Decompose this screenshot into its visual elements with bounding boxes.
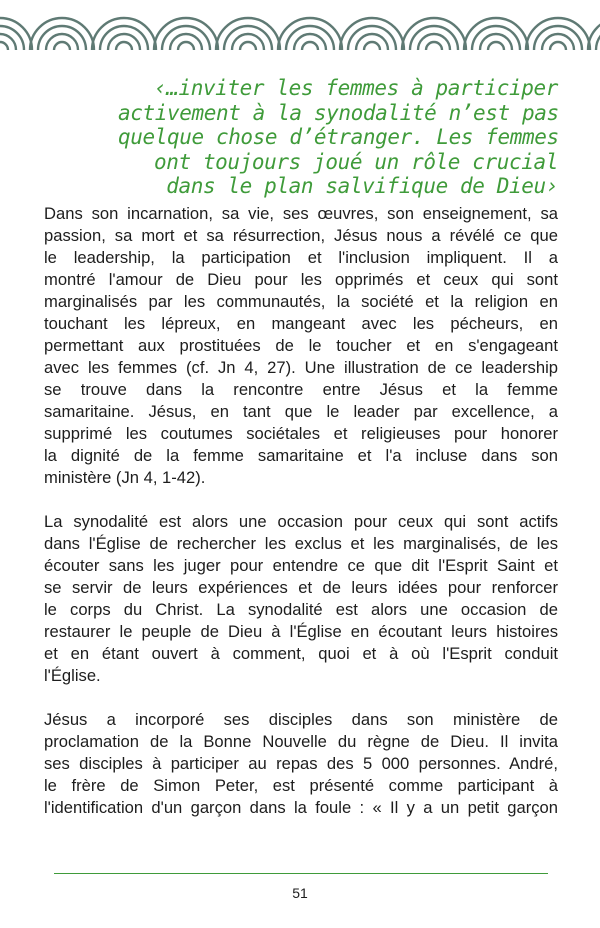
- ornament-arc: [550, 42, 566, 50]
- text-line: restaurer le peuple de Dieu à l'Église en écoutant leurs histoires: [44, 622, 558, 641]
- paragraph-disciples: [44, 709, 558, 819]
- header-wave-ornament: [0, 0, 600, 52]
- quote-line: ont toujours joué un rôle crucial: [153, 149, 558, 174]
- text-line: Dans son incarnation, sa vie, ses œuvres, son enseignement, sa: [44, 204, 558, 223]
- text-line: le corps du Christ. La synodalité est alors une occasion de: [44, 600, 558, 619]
- text-line: samaritaine. Jésus, en tant que le leader par excellence, a: [44, 402, 558, 421]
- ornament-arc: [488, 42, 504, 50]
- ornament-arc: [302, 42, 318, 50]
- ornament-arc: [178, 42, 194, 50]
- text-line: l'identification d'un garçon dans la foule : « Il y a un petit garçon: [44, 798, 558, 817]
- footer-divider: [54, 873, 548, 874]
- paragraph-incarnation: [44, 203, 558, 489]
- text-line: marginalisés par les communautés, la société et la religion en: [44, 292, 558, 311]
- text-line: l'Église.: [44, 666, 101, 685]
- text-line: passion, sa mort et sa résurrection, Jésus nous a révélé ce que: [44, 226, 558, 245]
- ornament-arc: [426, 42, 442, 50]
- ornament-arc: [0, 42, 8, 50]
- text-line: la dignité de la femme samaritaine et l'a incluse dans son: [44, 446, 558, 465]
- body-text: [44, 203, 558, 841]
- ornament-arc: [240, 42, 256, 50]
- text-line: se trouve dans la rencontre entre Jésus et la femme: [44, 380, 558, 399]
- quote-line: ‹…inviter les femmes à participer: [153, 76, 558, 100]
- ornament-arc: [54, 42, 70, 50]
- quote-line: dans le plan salvifique de Dieu›: [166, 174, 558, 198]
- text-line: La synodalité est alors une occasion pour ceux qui sont actifs: [44, 512, 558, 531]
- text-line: touchant les lépreux, en mangeant avec les pécheurs, en: [44, 314, 558, 333]
- text-line: écouter sans les juger pour entendre ce que dit l'Esprit Saint et: [44, 556, 558, 575]
- quote-line: quelque chose d’étranger. Les femmes: [118, 125, 559, 149]
- text-line: ses disciples à participer au repas des 5 000 personnes. André,: [44, 754, 558, 773]
- text-line: le frère de Simon Peter, est présenté comme participant à: [44, 776, 558, 795]
- paragraph-synodalite: [44, 511, 558, 687]
- ornament-arc: [116, 42, 132, 50]
- text-line: supprimé les coutumes sociétales et religieuses pour honorer: [44, 424, 558, 443]
- text-line: ministère (Jn 4, 1-42).: [44, 468, 206, 487]
- text-line: se servir de leurs expériences et de leurs idées pour renforcer: [44, 578, 558, 597]
- text-line: le leadership, la participation et l'inclusion impliquent. Il a: [44, 248, 558, 267]
- text-line: Jésus a incorporé ses disciples dans son ministère de: [44, 710, 558, 729]
- text-line: permettant aux prostituées de le toucher et en s'engageant: [44, 336, 558, 355]
- text-line: proclamation de la Bonne Nouvelle du règne de Dieu. Il invita: [44, 732, 558, 751]
- text-line: dans l'Église de rechercher les exclus et les marginalisés, de les: [44, 534, 558, 553]
- page-number: 51: [292, 885, 308, 901]
- text-line: avec les femmes (cf. Jn 4, 27). Une illustration de ce leadership: [44, 358, 558, 377]
- text-line: montré l'amour de Dieu pour les opprimés et ceux qui sont: [44, 270, 558, 289]
- pull-quote: [118, 76, 558, 199]
- ornament-arc: [364, 42, 380, 50]
- quote-line: activement à la synodalité n’est pas: [118, 100, 559, 125]
- text-line: et en étant ouvert à comment, quoi et à où l'Esprit conduit: [44, 644, 558, 663]
